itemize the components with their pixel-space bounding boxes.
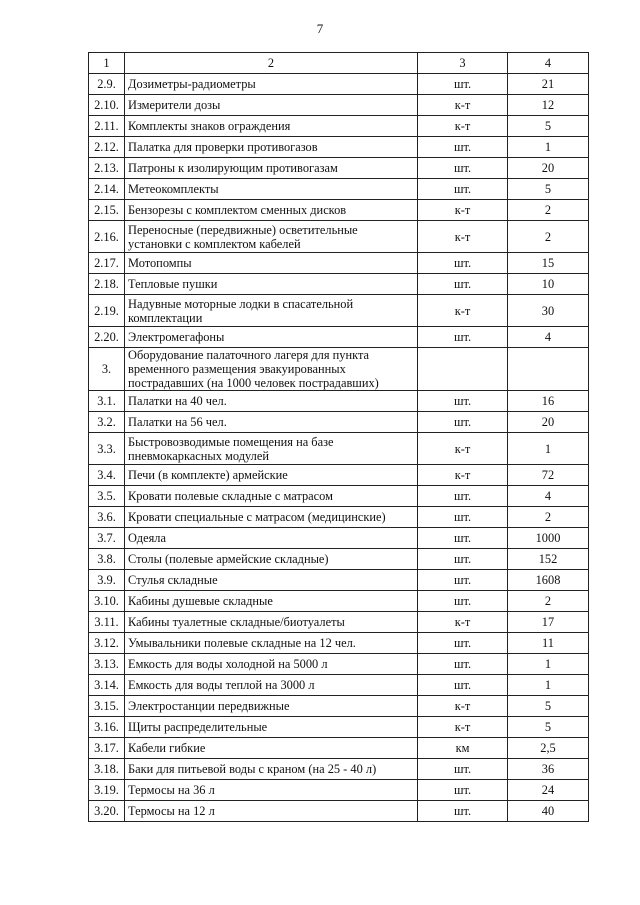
row-quantity-cell: 2 <box>508 200 589 221</box>
row-unit-cell <box>418 348 508 391</box>
table-row <box>89 780 589 801</box>
row-number-cell: 3.12. <box>89 633 125 654</box>
row-name-cell: Надувные моторные лодки в спасательной комплектации <box>125 295 418 327</box>
table-row <box>89 253 589 274</box>
row-name-cell: Термосы на 36 л <box>125 780 418 801</box>
table-row <box>89 95 589 116</box>
row-unit-cell: шт. <box>418 391 508 412</box>
row-quantity-cell: 15 <box>508 253 589 274</box>
row-quantity-cell: 11 <box>508 633 589 654</box>
row-unit-cell: шт. <box>418 801 508 822</box>
row-quantity-cell: 21 <box>508 74 589 95</box>
row-name-cell: Баки для питьевой воды с краном (на 25 - 40 л) <box>125 759 418 780</box>
row-number-cell: 3.9. <box>89 570 125 591</box>
row-unit-cell: шт. <box>418 137 508 158</box>
row-number-cell: 3.5. <box>89 486 125 507</box>
row-number-cell: 3.13. <box>89 654 125 675</box>
table-body <box>89 53 589 822</box>
table-row <box>89 633 589 654</box>
row-number-cell: 3.14. <box>89 675 125 696</box>
row-name-cell: Емкость для воды теплой на 3000 л <box>125 675 418 696</box>
row-unit-cell: к-т <box>418 295 508 327</box>
column-header-unit: 3 <box>418 53 508 74</box>
row-unit-cell: к-т <box>418 465 508 486</box>
row-name-cell: Измерители дозы <box>125 95 418 116</box>
row-number-cell: 3.7. <box>89 528 125 549</box>
row-name-cell: Столы (полевые армейские складные) <box>125 549 418 570</box>
table-row <box>89 295 589 327</box>
row-quantity-cell: 5 <box>508 116 589 137</box>
row-number-cell: 2.16. <box>89 221 125 253</box>
table-row <box>89 137 589 158</box>
row-number-cell: 3.4. <box>89 465 125 486</box>
row-quantity-cell: 10 <box>508 274 589 295</box>
row-quantity-cell: 1000 <box>508 528 589 549</box>
table-row <box>89 465 589 486</box>
row-name-cell: Кабели гибкие <box>125 738 418 759</box>
row-name-cell: Палатки на 40 чел. <box>125 391 418 412</box>
row-quantity-cell: 1 <box>508 137 589 158</box>
table-row <box>89 654 589 675</box>
row-unit-cell: к-т <box>418 717 508 738</box>
table-row <box>89 507 589 528</box>
row-quantity-cell: 72 <box>508 465 589 486</box>
row-name-cell: Печи (в комплекте) армейские <box>125 465 418 486</box>
row-unit-cell: шт. <box>418 570 508 591</box>
table-row <box>89 221 589 253</box>
row-name-cell: Электростанции передвижные <box>125 696 418 717</box>
row-name-cell: Комплекты знаков ограждения <box>125 116 418 137</box>
row-quantity-cell: 2 <box>508 591 589 612</box>
table-row <box>89 74 589 95</box>
row-number-cell: 2.20. <box>89 327 125 348</box>
table-row <box>89 327 589 348</box>
row-name-cell: Одеяла <box>125 528 418 549</box>
row-number-cell: 3.2. <box>89 412 125 433</box>
row-quantity-cell: 17 <box>508 612 589 633</box>
row-unit-cell: шт. <box>418 759 508 780</box>
table-row <box>89 348 589 391</box>
row-unit-cell: к-т <box>418 116 508 137</box>
row-name-cell: Щиты распределительные <box>125 717 418 738</box>
row-quantity-cell: 1 <box>508 675 589 696</box>
row-unit-cell: шт. <box>418 274 508 295</box>
row-number-cell: 2.14. <box>89 179 125 200</box>
row-quantity-cell: 5 <box>508 717 589 738</box>
row-quantity-cell: 16 <box>508 391 589 412</box>
row-name-cell: Мотопомпы <box>125 253 418 274</box>
row-unit-cell: к-т <box>418 200 508 221</box>
table-row <box>89 738 589 759</box>
row-quantity-cell: 40 <box>508 801 589 822</box>
row-number-cell: 2.11. <box>89 116 125 137</box>
row-name-cell: Палатка для проверки противогазов <box>125 137 418 158</box>
table-row <box>89 675 589 696</box>
row-name-cell: Термосы на 12 л <box>125 801 418 822</box>
row-unit-cell: к-т <box>418 221 508 253</box>
row-number-cell: 2.9. <box>89 74 125 95</box>
table-row <box>89 591 589 612</box>
table-row <box>89 412 589 433</box>
row-quantity-cell: 2 <box>508 221 589 253</box>
row-number-cell: 3. <box>89 348 125 391</box>
table-row <box>89 612 589 633</box>
row-quantity-cell: 2 <box>508 507 589 528</box>
row-number-cell: 3.3. <box>89 433 125 465</box>
row-quantity-cell: 4 <box>508 486 589 507</box>
table-row <box>89 759 589 780</box>
row-name-cell: Емкость для воды холодной на 5000 л <box>125 654 418 675</box>
table-row <box>89 570 589 591</box>
row-number-cell: 3.17. <box>89 738 125 759</box>
column-header-name: 2 <box>125 53 418 74</box>
row-unit-cell: шт. <box>418 412 508 433</box>
row-number-cell: 2.10. <box>89 95 125 116</box>
row-quantity-cell <box>508 348 589 391</box>
table-row <box>89 717 589 738</box>
row-unit-cell: шт. <box>418 327 508 348</box>
row-number-cell: 3.6. <box>89 507 125 528</box>
row-number-cell: 2.17. <box>89 253 125 274</box>
equipment-table <box>88 52 589 822</box>
row-quantity-cell: 152 <box>508 549 589 570</box>
row-quantity-cell: 1 <box>508 433 589 465</box>
column-header-number: 1 <box>89 53 125 74</box>
row-name-cell: Стулья складные <box>125 570 418 591</box>
row-name-cell: Палатки на 56 чел. <box>125 412 418 433</box>
row-quantity-cell: 1608 <box>508 570 589 591</box>
row-number-cell: 2.18. <box>89 274 125 295</box>
table-row <box>89 200 589 221</box>
table-row <box>89 433 589 465</box>
table-header-row <box>89 53 589 74</box>
page-number: 7 <box>316 21 324 36</box>
row-name-cell: Кабины туалетные складные/биотуалеты <box>125 612 418 633</box>
row-quantity-cell: 12 <box>508 95 589 116</box>
row-name-cell: Патроны к изолирующим противогазам <box>125 158 418 179</box>
row-unit-cell: к-т <box>418 696 508 717</box>
row-number-cell: 3.8. <box>89 549 125 570</box>
row-quantity-cell: 2,5 <box>508 738 589 759</box>
row-name-cell: Бензорезы с комплектом сменных дисков <box>125 200 418 221</box>
row-quantity-cell: 20 <box>508 412 589 433</box>
table-row <box>89 179 589 200</box>
row-name-cell: Кабины душевые складные <box>125 591 418 612</box>
table-row <box>89 696 589 717</box>
row-unit-cell: шт. <box>418 158 508 179</box>
table-row <box>89 801 589 822</box>
table-row <box>89 274 589 295</box>
row-quantity-cell: 24 <box>508 780 589 801</box>
table-row <box>89 486 589 507</box>
row-name-cell: Тепловые пушки <box>125 274 418 295</box>
row-number-cell: 3.1. <box>89 391 125 412</box>
row-number-cell: 2.19. <box>89 295 125 327</box>
row-number-cell: 3.10. <box>89 591 125 612</box>
table-row <box>89 391 589 412</box>
row-unit-cell: шт. <box>418 591 508 612</box>
row-name-cell: Переносные (передвижные) осветительные установки с комплектом кабелей <box>125 221 418 253</box>
row-unit-cell: шт. <box>418 654 508 675</box>
row-name-cell: Умывальники полевые складные на 12 чел. <box>125 633 418 654</box>
row-unit-cell: шт. <box>418 507 508 528</box>
row-number-cell: 3.11. <box>89 612 125 633</box>
row-quantity-cell: 5 <box>508 696 589 717</box>
row-name-cell: Кровати специальные с матрасом (медицинские) <box>125 507 418 528</box>
row-number-cell: 2.12. <box>89 137 125 158</box>
row-unit-cell: шт. <box>418 633 508 654</box>
row-unit-cell: шт. <box>418 179 508 200</box>
row-name-cell: Электромегафоны <box>125 327 418 348</box>
row-unit-cell: шт. <box>418 675 508 696</box>
row-quantity-cell: 1 <box>508 654 589 675</box>
row-number-cell: 3.16. <box>89 717 125 738</box>
row-quantity-cell: 4 <box>508 327 589 348</box>
row-unit-cell: км <box>418 738 508 759</box>
row-quantity-cell: 30 <box>508 295 589 327</box>
row-quantity-cell: 20 <box>508 158 589 179</box>
row-unit-cell: шт. <box>418 780 508 801</box>
row-number-cell: 3.19. <box>89 780 125 801</box>
row-number-cell: 3.20. <box>89 801 125 822</box>
row-number-cell: 2.15. <box>89 200 125 221</box>
row-unit-cell: шт. <box>418 486 508 507</box>
table-row <box>89 116 589 137</box>
table-row <box>89 158 589 179</box>
row-unit-cell: шт. <box>418 549 508 570</box>
row-unit-cell: к-т <box>418 95 508 116</box>
row-unit-cell: к-т <box>418 433 508 465</box>
row-quantity-cell: 5 <box>508 179 589 200</box>
row-name-cell: Дозиметры-радиометры <box>125 74 418 95</box>
row-quantity-cell: 36 <box>508 759 589 780</box>
row-unit-cell: шт. <box>418 253 508 274</box>
row-name-cell: Оборудование палаточного лагеря для пункта временного размещения эвакуированных пострадавших (на 1000 человек пострадавших) <box>125 348 418 391</box>
table-row <box>89 528 589 549</box>
row-name-cell: Кровати полевые складные с матрасом <box>125 486 418 507</box>
row-number-cell: 2.13. <box>89 158 125 179</box>
row-name-cell: Метеокомплекты <box>125 179 418 200</box>
row-number-cell: 3.15. <box>89 696 125 717</box>
column-header-quantity: 4 <box>508 53 589 74</box>
table-row <box>89 549 589 570</box>
row-name-cell: Быстровозводимые помещения на базе пневмокаркасных модулей <box>125 433 418 465</box>
row-unit-cell: шт. <box>418 74 508 95</box>
row-unit-cell: к-т <box>418 612 508 633</box>
row-unit-cell: шт. <box>418 528 508 549</box>
row-number-cell: 3.18. <box>89 759 125 780</box>
